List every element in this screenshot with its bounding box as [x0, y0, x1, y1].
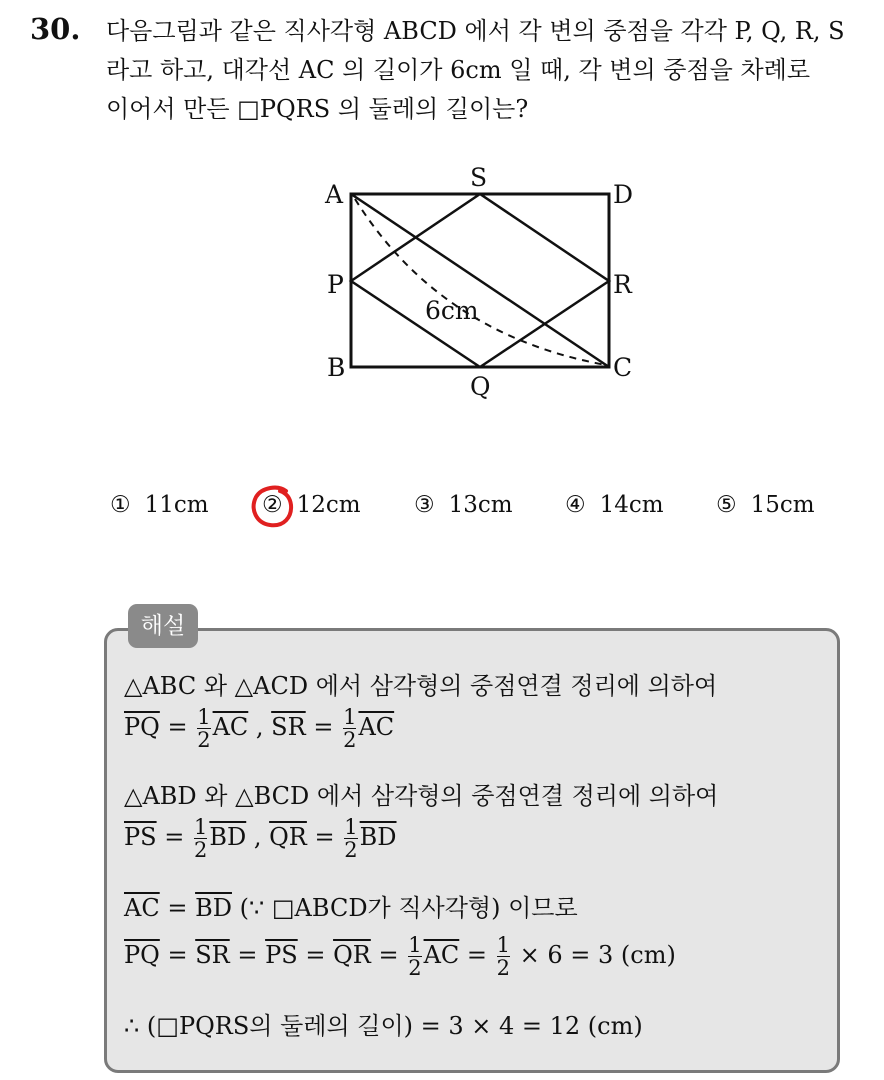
fraction: $\frac{1}{2}$ [343, 705, 357, 752]
solution-line-5: $\overline{AC} = \overline{BD}$ (∵ □ABCD가 직사각형) 이므로 [124, 894, 578, 922]
question-line-3: 이어서 만든 □PQRS 의 둘레의 길이는? [106, 95, 529, 123]
choice-2[interactable]: ② 12cm [262, 492, 361, 518]
question-line-1: 다음그림과 같은 직사각형 ABCD 에서 각 변의 중점을 각각 P, Q, R, S [106, 17, 845, 45]
question-number: 30. [30, 12, 81, 46]
label-length: 6cm [425, 296, 479, 325]
label-b: B [327, 353, 346, 382]
label-d: D [613, 180, 634, 209]
answer-circle-mark [250, 483, 296, 529]
fraction: $\frac{1}{2}$ [408, 933, 422, 980]
question-line-2: 라고 하고, 대각선 AC 의 길이가 6cm 일 때, 각 변의 중점을 차례로 [106, 56, 811, 84]
choice-3[interactable]: ③ 13cm [414, 492, 513, 518]
solution-line-3: △ABD 와 △BCD 에서 삼각형의 중점연결 정리에 의하여 [124, 782, 719, 810]
fraction: $\frac{1}{2}$ [197, 705, 211, 752]
rectangle-figure [300, 155, 660, 415]
label-q: Q [470, 372, 491, 401]
choice-4[interactable]: ④ 14cm [565, 492, 664, 518]
fraction: $\frac{1}{2}$ [193, 815, 208, 862]
label-r: R [613, 270, 632, 299]
label-p: P [327, 270, 344, 299]
solution-tag: 해설 [128, 604, 198, 648]
label-a: A [325, 180, 344, 209]
choice-5[interactable]: ⑤ 15cm [716, 492, 815, 518]
diagonal-ac [351, 194, 609, 367]
solution-line-1: △ABC 와 △ACD 에서 삼각형의 중점연결 정리에 의하여 [124, 672, 718, 700]
solution-line-7: ∴ (□PQRS의 둘레의 길이) = 3 × 4 = 12 (cm) [124, 1012, 643, 1040]
solution-line-4: $\overline{PS}$ = $\frac{1}{2}$ $\overline{BD}$ , $\overline{QR}$ = $\frac{1}{2}$ $\overline{BD}$ [124, 815, 397, 862]
choice-1[interactable]: ① 11cm [110, 492, 209, 518]
label-s: S [470, 163, 488, 192]
solution-line-2: $\overline{PQ}$ = $\frac{1}{2}$ $\overline{AC}$ , $\overline{SR}$ = $\frac{1}{2}$ $\overline{AC}$ [124, 705, 395, 752]
label-c: C [613, 353, 633, 382]
solution-line-6: $\overline{PQ} = \overline{SR} = \overline{PS} = \overline{QR}$ = $\frac{1}{2}$ $\overline{AC}$ = $\frac{1}{2}$ × 6 = 3 (cm) [124, 933, 676, 980]
question-text [106, 12, 871, 129]
fraction: $\frac{1}{2}$ [344, 815, 358, 862]
fraction: $\frac{1}{2}$ [496, 933, 511, 980]
